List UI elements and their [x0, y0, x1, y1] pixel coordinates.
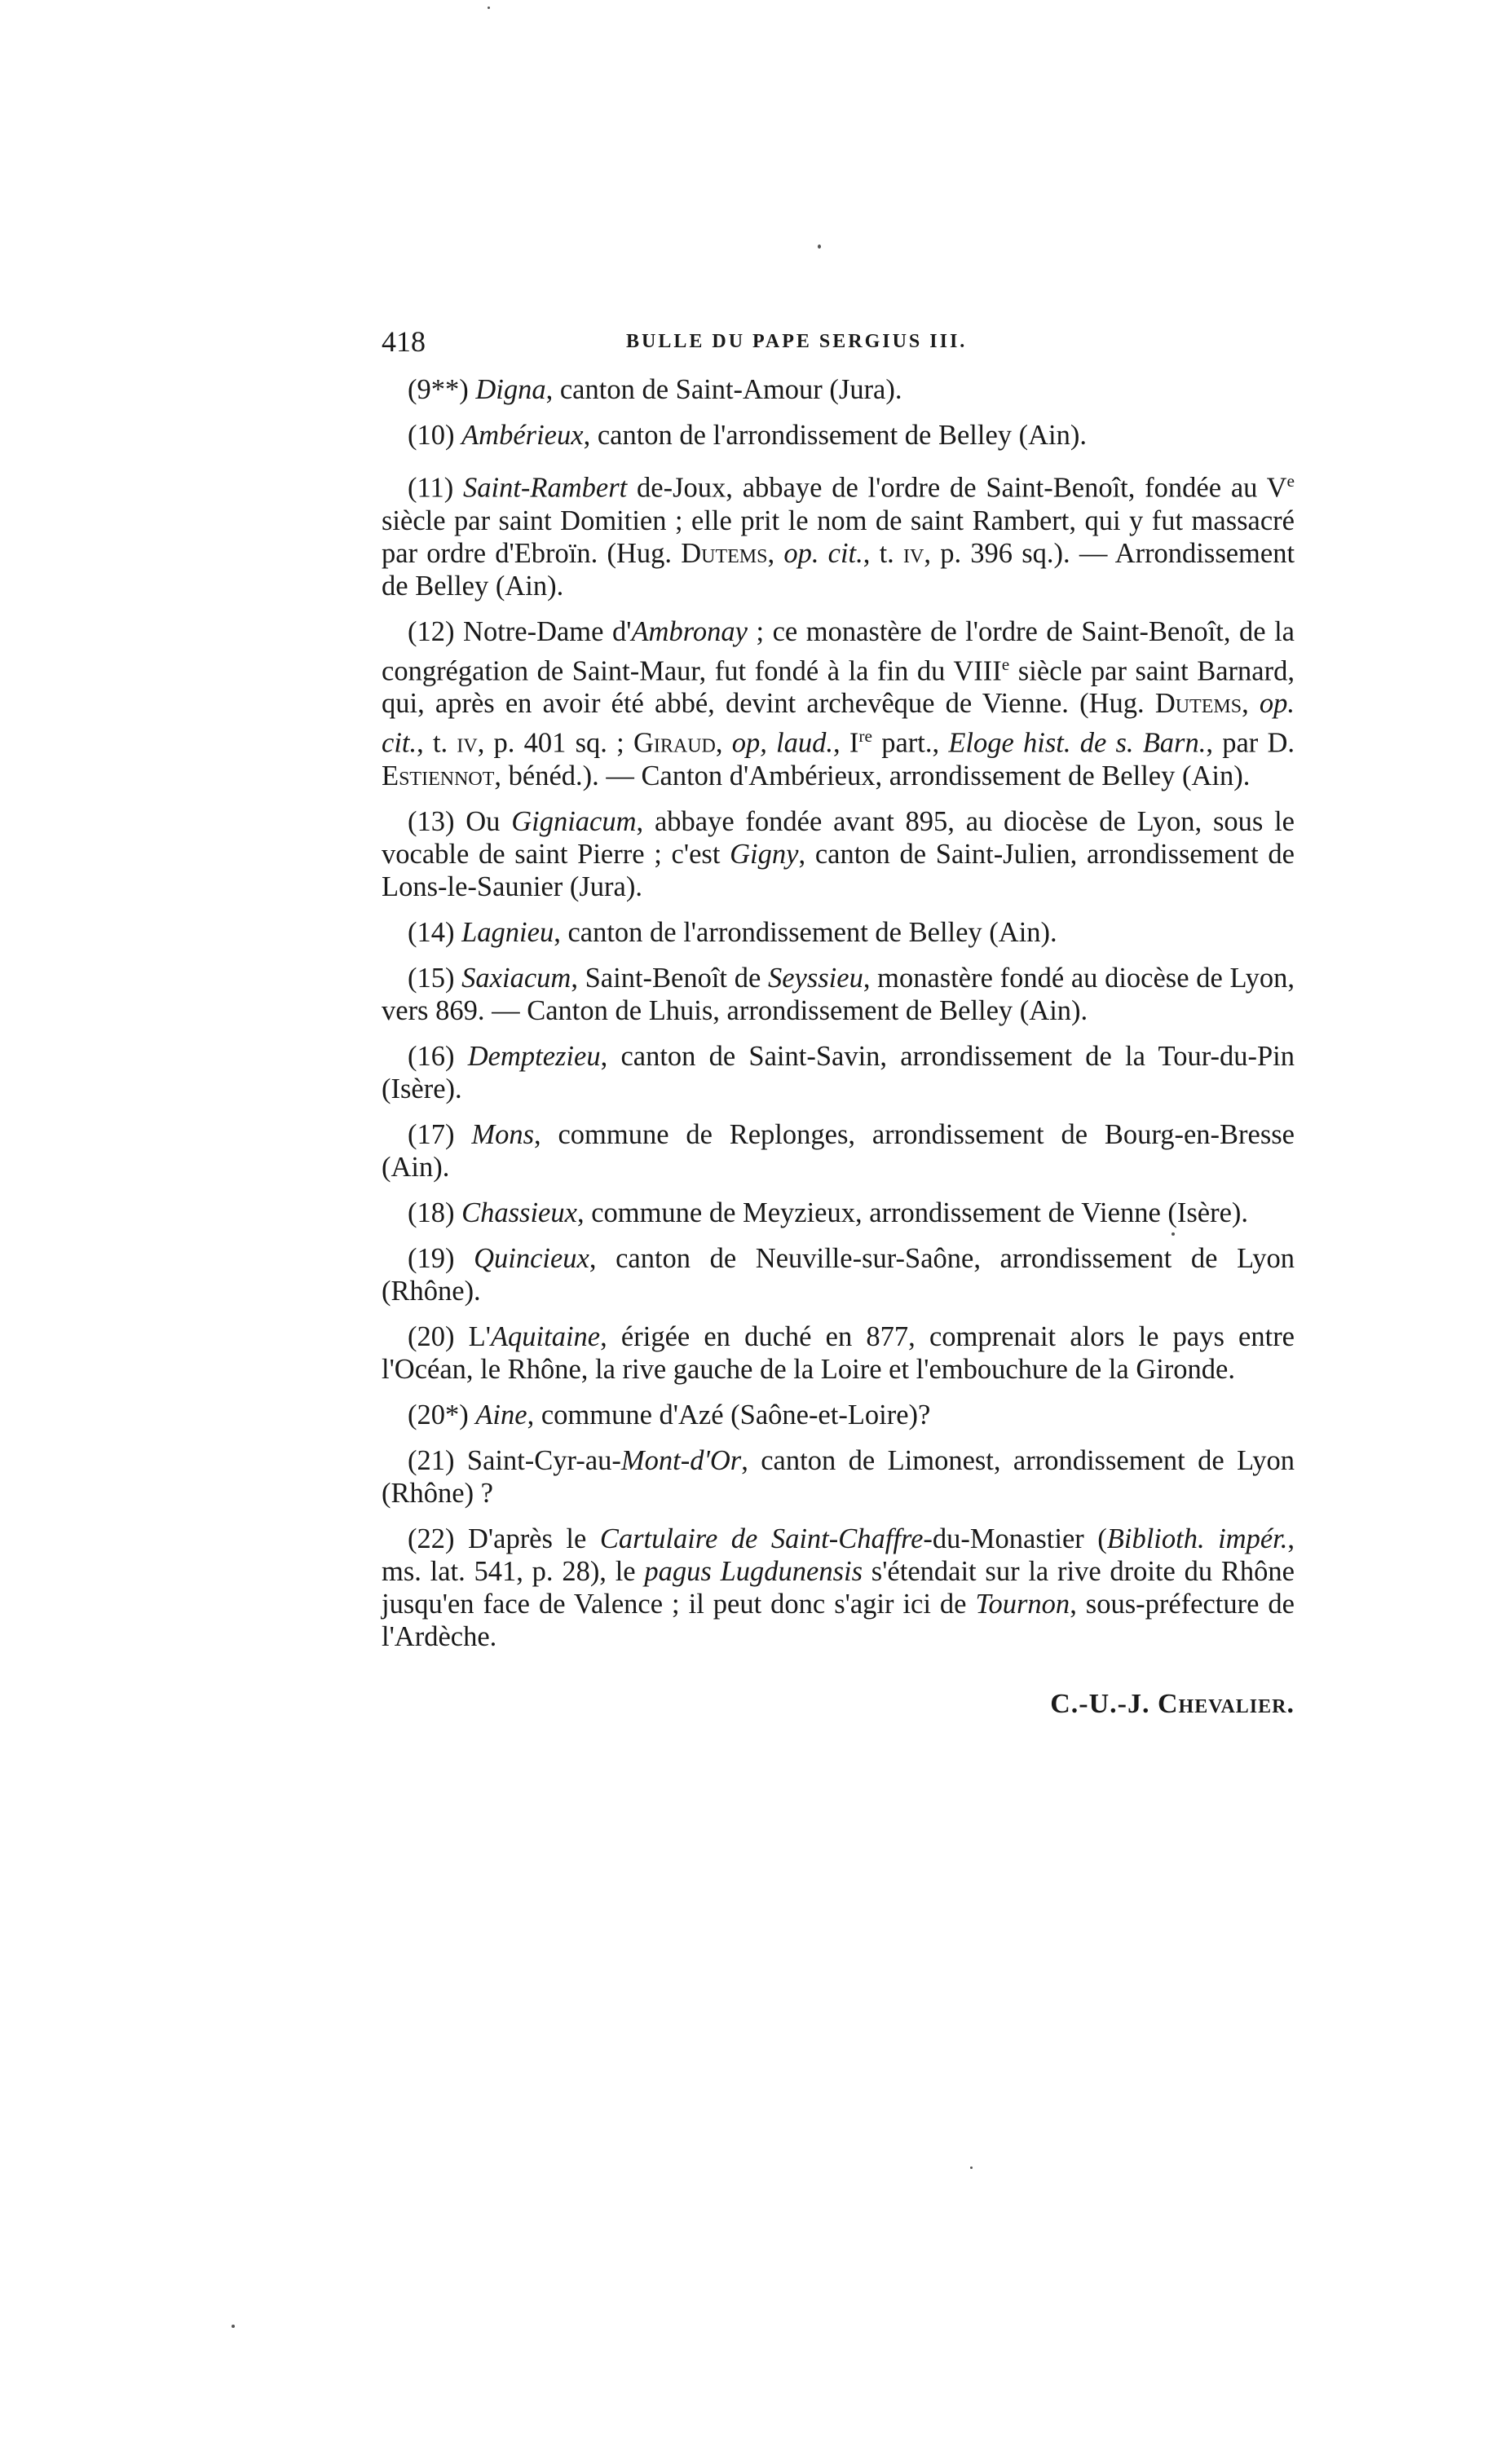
footnote-text: siècle par saint Barnard, qui, après en avoir été abbé, devint archevêque de Vienne. (Hug. — [382, 655, 1295, 719]
footnote-italic-text: Saint-Rambert — [463, 472, 628, 504]
footnote-text: Saint-Cyr-au- — [466, 1444, 621, 1476]
footnotes-list — [382, 373, 1295, 1653]
footnote-italic-text: Seyssieu — [767, 962, 863, 994]
footnote-italic-text: Ambronay — [631, 615, 748, 647]
footnote-text: , canton de Saint-Julien, arrondissement de Lons-le-Saunier (Jura). — [382, 838, 1295, 902]
footnote-text: L' — [468, 1320, 491, 1352]
footnote — [382, 962, 1295, 1027]
footnote-text: , commune d'Azé (Saône-et-Loire)? — [527, 1399, 931, 1430]
footnote-text: siècle par saint Domitien ; elle prit le nom de saint Rambert, qui y fut massacré par ordre d'Ebroïn. (Hug. — [382, 505, 1295, 569]
footnote-text: , sous-préfecture de l'Ardèche. — [382, 1588, 1295, 1652]
footnote-text: , abbaye fondée avant 895, au diocèse de Lyon, sous le vocable de saint Pierre ; c'est — [382, 805, 1295, 870]
footnote-italic-text: op. cit. — [382, 688, 1295, 759]
footnote-marker: (11) — [408, 472, 454, 504]
footnote-smallcaps-text: Dutems — [681, 537, 768, 569]
page-number: 418 — [382, 325, 426, 358]
footnote-marker: (20*) — [408, 1399, 469, 1430]
footnote-italic-text: op, laud. — [731, 727, 834, 759]
footnote-text: s'étendait sur la rive droite du Rhône jusqu'en face de Valence ; il peut donc s'agir ici de — [382, 1555, 1295, 1620]
footnote — [382, 1197, 1295, 1229]
footnote-smallcaps-text: iv — [457, 727, 478, 759]
footnote — [382, 916, 1295, 949]
footnote-text: , canton de Saint-Amour (Jura). — [545, 374, 902, 405]
scan-speck — [1172, 1232, 1175, 1236]
footnote-text: , par D. — [1206, 727, 1295, 759]
running-title: BULLE DU PAPE SERGIUS III. — [626, 331, 968, 352]
footnote-marker: (21) — [408, 1444, 455, 1476]
scan-speck — [232, 2325, 235, 2328]
footnote-marker: (10) — [408, 420, 455, 451]
footnote-italic-text: Demptezieu — [467, 1040, 601, 1072]
footnote-text: part., — [871, 727, 949, 759]
footnote-italic-text: Eloge hist. de s. Barn. — [948, 727, 1207, 759]
footnote-smallcaps-text: iv — [903, 537, 924, 569]
footnote-text: D'après le — [468, 1523, 600, 1554]
footnote-text: e — [1001, 654, 1010, 674]
footnote-text: , p. 396 sq.). — Arrondissement de Belley (Ain). — [382, 537, 1295, 602]
footnote — [382, 419, 1295, 452]
footnote-text: re — [858, 726, 872, 746]
footnote-text: -du-Monastier ( — [923, 1523, 1107, 1554]
footnote-italic-text: Lagnieu — [461, 916, 554, 948]
scan-speck — [970, 2166, 973, 2169]
footnote-text: , commune de Meyzieux, arrondissement de Vienne (Isère). — [576, 1197, 1249, 1228]
footnote — [382, 1399, 1295, 1431]
footnote-italic-text: pagus Lugdunensis — [644, 1555, 863, 1587]
footnote-smallcaps-text: Estiennot — [382, 760, 495, 791]
page-content — [382, 324, 1295, 1720]
footnote-text: , p. 401 sq. ; — [477, 727, 633, 759]
footnote-italic-text: Quincieux — [474, 1242, 589, 1274]
footnote-text: , t. — [417, 727, 457, 759]
signature-row — [382, 1689, 1295, 1720]
footnote — [382, 1242, 1295, 1307]
footnote-marker: (14) — [408, 916, 455, 948]
author-signature: C.-U.-J. Chevalier. — [1050, 1688, 1295, 1719]
footnote-marker: (19) — [408, 1242, 455, 1274]
footnote-text: , — [767, 537, 784, 569]
footnote — [382, 465, 1295, 602]
footnote — [382, 1444, 1295, 1510]
footnote-text: , canton de Neuville-sur-Saône, arrondissement de Lyon (Rhône). — [382, 1242, 1295, 1307]
footnote — [382, 1118, 1295, 1184]
footnote-italic-text: Chassieux — [461, 1197, 577, 1228]
footnote-text: , — [715, 727, 732, 759]
footnote-italic-text: Saxiacum — [461, 962, 571, 994]
footnote-text: , Saint-Benoît de — [571, 962, 768, 994]
footnote-marker: (12) — [408, 615, 455, 647]
footnote-text: , I — [833, 727, 859, 759]
footnote-marker: (15) — [408, 962, 455, 994]
footnote-marker: (17) — [408, 1118, 455, 1150]
footnote-marker: (18) — [408, 1197, 455, 1228]
footnote-text: , monastère fondé au diocèse de Lyon, vers 869. — Canton de Lhuis, arrondissement de Belley (Ain). — [382, 962, 1295, 1026]
footnote — [382, 615, 1295, 792]
footnote-marker: (13) — [408, 805, 455, 837]
footnote-text: de-Joux, abbaye de l'ordre de Saint-Benoît, fondée au V — [627, 472, 1287, 504]
footnote-italic-text: Digna — [475, 374, 546, 405]
footnote-italic-text: op. cit. — [783, 537, 863, 569]
footnote-text: , canton de l'arrondissement de Belley (Ain). — [554, 916, 1057, 948]
footnote-marker: (9**) — [408, 374, 469, 405]
footnote-text: , commune de Replonges, arrondissement de Bourg-en-Bresse (Ain). — [382, 1118, 1295, 1183]
footnote-italic-text: Ambérieux — [461, 420, 584, 451]
footnote-text: , érigée en duché en 877, comprenait alors le pays entre l'Océan, le Rhône, la rive gauche de la Loire et l'embouchure de la Gironde. — [382, 1320, 1295, 1385]
running-head — [382, 324, 1295, 368]
footnote-text: Ou — [466, 805, 512, 837]
footnote-marker: (22) — [408, 1523, 455, 1554]
footnote-marker: (20) — [408, 1320, 455, 1352]
footnote — [382, 1040, 1295, 1105]
footnote-text: ; ce monastère de l'ordre de Saint-Benoît, de la congrégation de Saint-Maur, fut fondé à la fin du VIII — [382, 615, 1295, 686]
footnote-italic-text: Tournon — [975, 1588, 1070, 1620]
footnote-italic-text: Aquitaine — [490, 1320, 601, 1352]
footnote-smallcaps-text: Dutems — [1154, 688, 1242, 719]
footnote-text: , bénéd.). — Canton d'Ambérieux, arrondissement de Belley (Ain). — [494, 760, 1251, 791]
footnote-text: , canton de Limonest, arrondissement de Lyon (Rhône) ? — [382, 1444, 1295, 1509]
footnote-text: e — [1286, 471, 1295, 491]
footnote-text: , — [1242, 688, 1260, 719]
footnote — [382, 1523, 1295, 1653]
footnote-text: , canton de l'arrondissement de Belley (Ain). — [583, 420, 1088, 451]
footnote — [382, 1320, 1295, 1386]
scan-speck — [488, 7, 490, 9]
footnote — [382, 373, 1295, 406]
footnote-italic-text: Gigniacum — [511, 805, 637, 837]
footnote-italic-text: Mont-d'Or — [620, 1444, 742, 1476]
footnote-smallcaps-text: Giraud — [633, 727, 716, 759]
footnote-text: , ms. lat. 541, p. 28), le — [382, 1523, 1295, 1587]
footnote-text: Notre-Dame d' — [463, 615, 632, 647]
footnote-text: , canton de Saint-Savin, arrondissement de la Tour-du-Pin (Isère). — [382, 1040, 1295, 1104]
footnote-italic-text: Aine — [475, 1399, 527, 1430]
footnote-italic-text: Cartulaire de Saint-Chaffre — [599, 1523, 924, 1554]
footnote-text: , t. — [863, 537, 904, 569]
footnote-marker: (16) — [408, 1040, 455, 1072]
footnote-italic-text: Gigny — [730, 838, 799, 870]
scan-speck — [818, 245, 821, 249]
footnote — [382, 805, 1295, 903]
footnote-italic-text: Mons — [471, 1118, 534, 1150]
footnote-italic-text: Biblioth. impér. — [1106, 1523, 1288, 1554]
